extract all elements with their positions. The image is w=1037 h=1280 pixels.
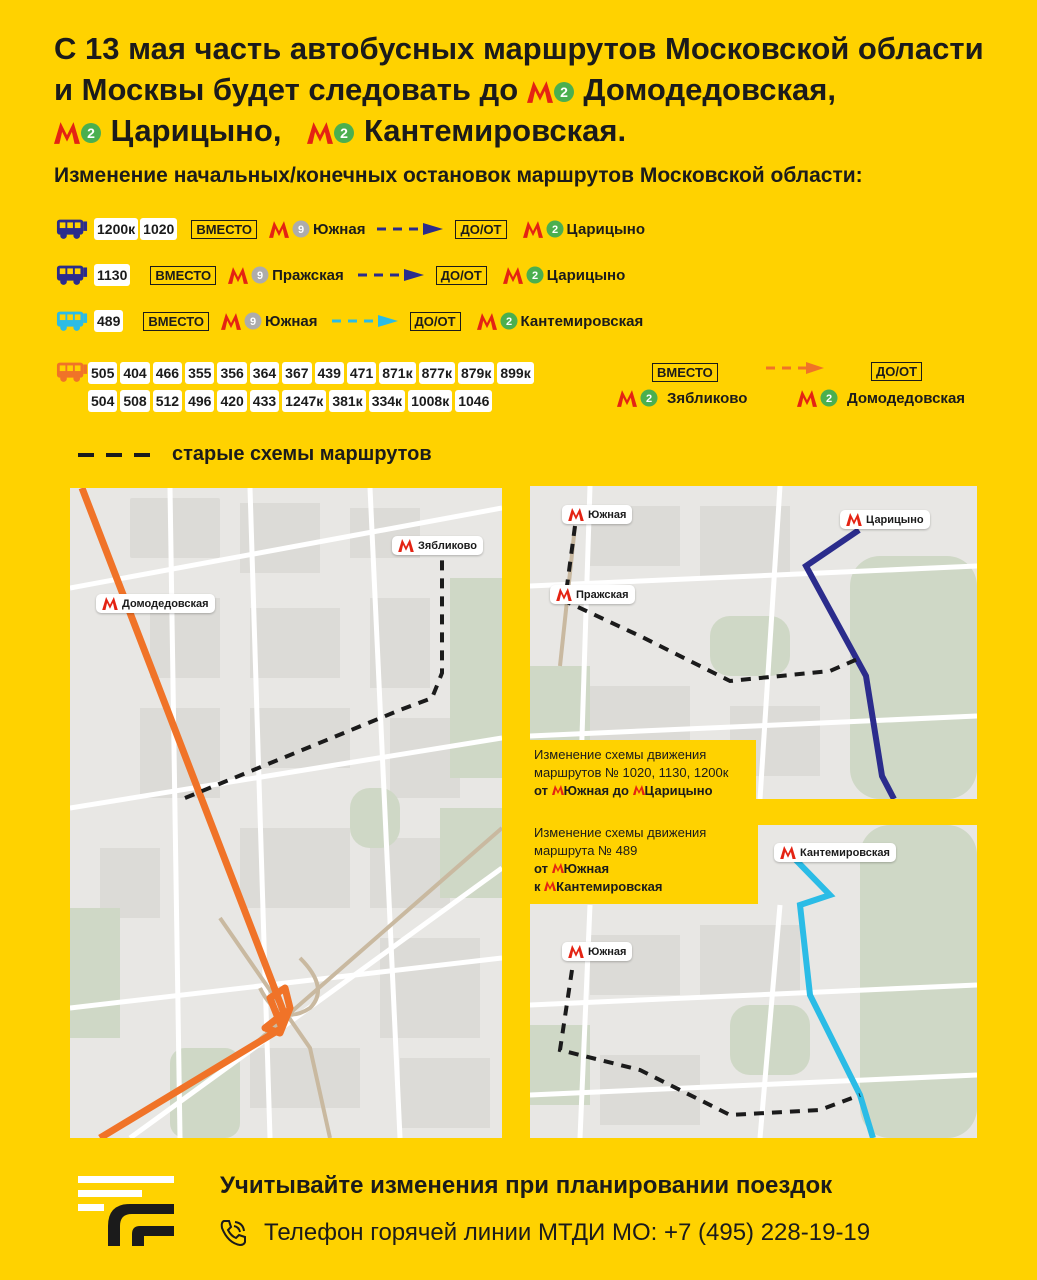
route-number: 1247к xyxy=(282,390,326,412)
station-to-name: Царицыно xyxy=(566,220,645,238)
metro-icon xyxy=(102,597,118,610)
dashed-arrow-icon xyxy=(356,268,426,282)
station-to xyxy=(523,220,646,238)
station-to xyxy=(477,312,644,330)
note-to-station: Кантемировская xyxy=(556,879,663,894)
station-to xyxy=(503,266,626,284)
line-2-badge-icon xyxy=(333,122,355,144)
station-from xyxy=(228,266,344,284)
instead-label: ВМЕСТО xyxy=(150,266,216,285)
map-label-yuzhnaya xyxy=(562,505,632,524)
metro-icon xyxy=(398,539,414,552)
line-9-badge-icon xyxy=(292,220,310,238)
station-from-name: Пражская xyxy=(272,266,344,284)
route-number: 355 xyxy=(185,362,214,384)
metro-icon xyxy=(228,267,248,284)
legend xyxy=(78,443,432,466)
route-number: 1130 xyxy=(94,264,130,286)
map-label-text: Домодедовская xyxy=(122,597,209,610)
route-number: 1008к xyxy=(408,390,452,412)
map-label-text: Зябликово xyxy=(418,539,477,552)
route-number: 1200к xyxy=(94,218,138,240)
svg-text:2: 2 xyxy=(340,125,349,141)
route-row-3 xyxy=(56,309,643,333)
line-2-badge-icon xyxy=(553,81,575,103)
route-number: 404 xyxy=(120,362,149,384)
map-label-text: Южная xyxy=(588,508,627,521)
map-label-prazhskaya xyxy=(550,585,635,604)
route-row-2 xyxy=(56,263,625,287)
map-label-text: Южная xyxy=(588,945,627,958)
hotline-label: Телефон горячей линии МТДИ МО: xyxy=(264,1219,658,1246)
note-route-1020-1130-1200k xyxy=(524,740,756,806)
station-from-name: Южная xyxy=(265,312,318,330)
route-number: 439 xyxy=(315,362,344,384)
metro-icon xyxy=(527,81,553,103)
line-2-badge-icon xyxy=(80,122,102,144)
line-2-badge-icon xyxy=(500,312,518,330)
svg-text:2: 2 xyxy=(551,224,558,236)
svg-text:2: 2 xyxy=(559,84,568,100)
metro-icon xyxy=(269,221,289,238)
svg-text:2: 2 xyxy=(505,316,512,328)
to-from-label: ДО/ОТ xyxy=(436,266,487,285)
hotline xyxy=(264,1219,870,1247)
note-line: маршрута № 489 xyxy=(534,843,638,858)
route-number: 471 xyxy=(347,362,376,384)
note-stations xyxy=(534,782,746,800)
phone-icon xyxy=(218,1218,248,1248)
title-station-domodedovskaya: Домодедовская, xyxy=(583,72,836,107)
title-line2-text: и Москвы будет следовать до xyxy=(54,72,519,107)
station-from xyxy=(269,220,365,238)
station-to-name: Царицыно xyxy=(546,266,626,284)
line-2-badge-icon xyxy=(640,389,658,407)
route-number: 420 xyxy=(217,390,246,412)
route-number: 356 xyxy=(217,362,246,384)
map-left-base xyxy=(70,488,502,1138)
note-to-word: до xyxy=(612,783,629,798)
note-route-489 xyxy=(524,818,758,904)
title-line2 xyxy=(54,69,1014,110)
bus-icon xyxy=(56,263,88,287)
route-number: 466 xyxy=(153,362,182,384)
metro-icon xyxy=(523,221,543,238)
mtdi-logo-icon xyxy=(78,1176,178,1246)
instead-label: ВМЕСТО xyxy=(652,363,718,382)
line-9-badge-icon xyxy=(244,312,262,330)
note-line: Изменение схемы движения xyxy=(534,747,707,762)
metro-icon xyxy=(544,881,556,891)
route-number: 879к xyxy=(458,362,494,384)
route-number: 1046 xyxy=(455,390,492,412)
title-station-kantemirovskaya: Кантемировская. xyxy=(363,113,627,148)
route-number: 489 xyxy=(94,310,123,332)
metro-icon xyxy=(477,313,497,330)
metro-icon xyxy=(552,863,564,873)
route-number: 433 xyxy=(250,390,279,412)
route-number: 367 xyxy=(282,362,311,384)
route-number: 899к xyxy=(497,362,533,384)
note-to-word: к xyxy=(534,879,541,894)
station-to-name: Кантемировская xyxy=(520,312,644,330)
route-number: 334к xyxy=(369,390,405,412)
map-label-domodedovskaya xyxy=(96,594,215,613)
dashed-arrow-icon xyxy=(764,361,826,375)
svg-text:9: 9 xyxy=(297,224,305,236)
route-numbers-line2 xyxy=(88,390,492,412)
route-number: 496 xyxy=(185,390,214,412)
metro-icon xyxy=(54,122,80,144)
note-from-word: от xyxy=(534,861,548,876)
metro-icon xyxy=(307,122,333,144)
subheading: Изменение начальных/конечных остановок маршрутов Московской области: xyxy=(54,164,863,187)
footer-message: Учитывайте изменения при планировании поездок xyxy=(220,1172,833,1199)
metro-icon xyxy=(797,390,817,407)
to-from-label: ДО/ОТ xyxy=(455,220,506,239)
metro-icon xyxy=(846,513,862,526)
route-numbers-line1 xyxy=(88,362,534,384)
line-2-badge-icon xyxy=(526,266,544,284)
note-to xyxy=(534,878,748,896)
route-number: 877к xyxy=(419,362,455,384)
map-label-text: Кантемировская xyxy=(800,846,890,859)
station-from-name: Зябликово xyxy=(667,389,748,407)
route-number: 1020 xyxy=(140,218,177,240)
dashed-arrow-icon xyxy=(375,222,445,236)
route-number: 871к xyxy=(379,362,415,384)
map-label-tsaritsyno xyxy=(840,510,930,529)
station-to xyxy=(797,389,965,407)
to-from-label: ДО/ОТ xyxy=(410,312,461,331)
route-number: 364 xyxy=(250,362,279,384)
metro-icon xyxy=(633,785,645,795)
route-row-1 xyxy=(56,217,645,241)
metro-icon xyxy=(780,846,796,859)
route-number: 512 xyxy=(153,390,182,412)
line-2-badge-icon xyxy=(546,220,564,238)
bus-icon xyxy=(56,360,88,384)
map-label-text: Царицыно xyxy=(866,513,924,526)
svg-text:9: 9 xyxy=(257,270,264,282)
bus-icon xyxy=(56,309,88,333)
route-number: 504 xyxy=(88,390,117,412)
title-station-tsaritsyno: Царицыно, xyxy=(110,113,282,148)
route-number: 381к xyxy=(329,390,365,412)
map-label-zyablikovo xyxy=(392,536,483,555)
metro-icon xyxy=(552,785,564,795)
note-from-word: от xyxy=(534,783,548,798)
hotline-phone[interactable]: +7 (495) 228-19-19 xyxy=(663,1219,871,1246)
to-from-label: ДО/ОТ xyxy=(871,362,922,381)
line-9-badge-icon xyxy=(251,266,269,284)
station-from-name: Южная xyxy=(313,220,366,238)
map-left[interactable] xyxy=(70,488,502,1138)
svg-text:2: 2 xyxy=(531,270,538,282)
instead-label: ВМЕСТО xyxy=(143,312,209,331)
svg-text:2: 2 xyxy=(825,393,833,405)
route-number: 508 xyxy=(120,390,149,412)
dashed-line-icon xyxy=(78,451,152,459)
legend-label: старые схемы маршрутов xyxy=(172,443,432,465)
metro-icon xyxy=(617,390,637,407)
metro-icon xyxy=(221,313,241,330)
line-2-badge-icon xyxy=(820,389,838,407)
note-line: маршрутов № 1020, 1130, 1200к xyxy=(534,765,729,780)
instead-label: ВМЕСТО xyxy=(191,220,257,239)
map-label-yuzhnaya xyxy=(562,942,632,961)
station-to-name: Домодедовская xyxy=(847,389,966,407)
dashed-arrow-icon xyxy=(330,314,400,328)
title-line1: С 13 мая часть автобусных маршрутов Московской области xyxy=(54,31,984,66)
note-to-station: Царицыно xyxy=(644,783,713,798)
title-line3 xyxy=(54,110,1014,151)
bus-icon xyxy=(56,217,88,241)
route-number: 505 xyxy=(88,362,117,384)
map-label-kantemirovskaya xyxy=(774,843,896,862)
station-from xyxy=(617,389,747,407)
metro-icon xyxy=(568,945,584,958)
note-from-station: Южная xyxy=(563,861,610,876)
station-from xyxy=(221,312,317,330)
metro-icon xyxy=(556,588,572,601)
map-label-text: Пражская xyxy=(576,588,629,601)
note-line: Изменение схемы движения xyxy=(534,825,707,840)
svg-text:2: 2 xyxy=(645,393,653,405)
metro-icon xyxy=(568,508,584,521)
svg-text:9: 9 xyxy=(249,316,257,328)
note-from-station: Южная xyxy=(563,783,610,798)
note-from xyxy=(534,860,748,878)
metro-icon xyxy=(503,267,523,284)
page-title xyxy=(54,28,1014,151)
svg-text:2: 2 xyxy=(87,125,95,141)
